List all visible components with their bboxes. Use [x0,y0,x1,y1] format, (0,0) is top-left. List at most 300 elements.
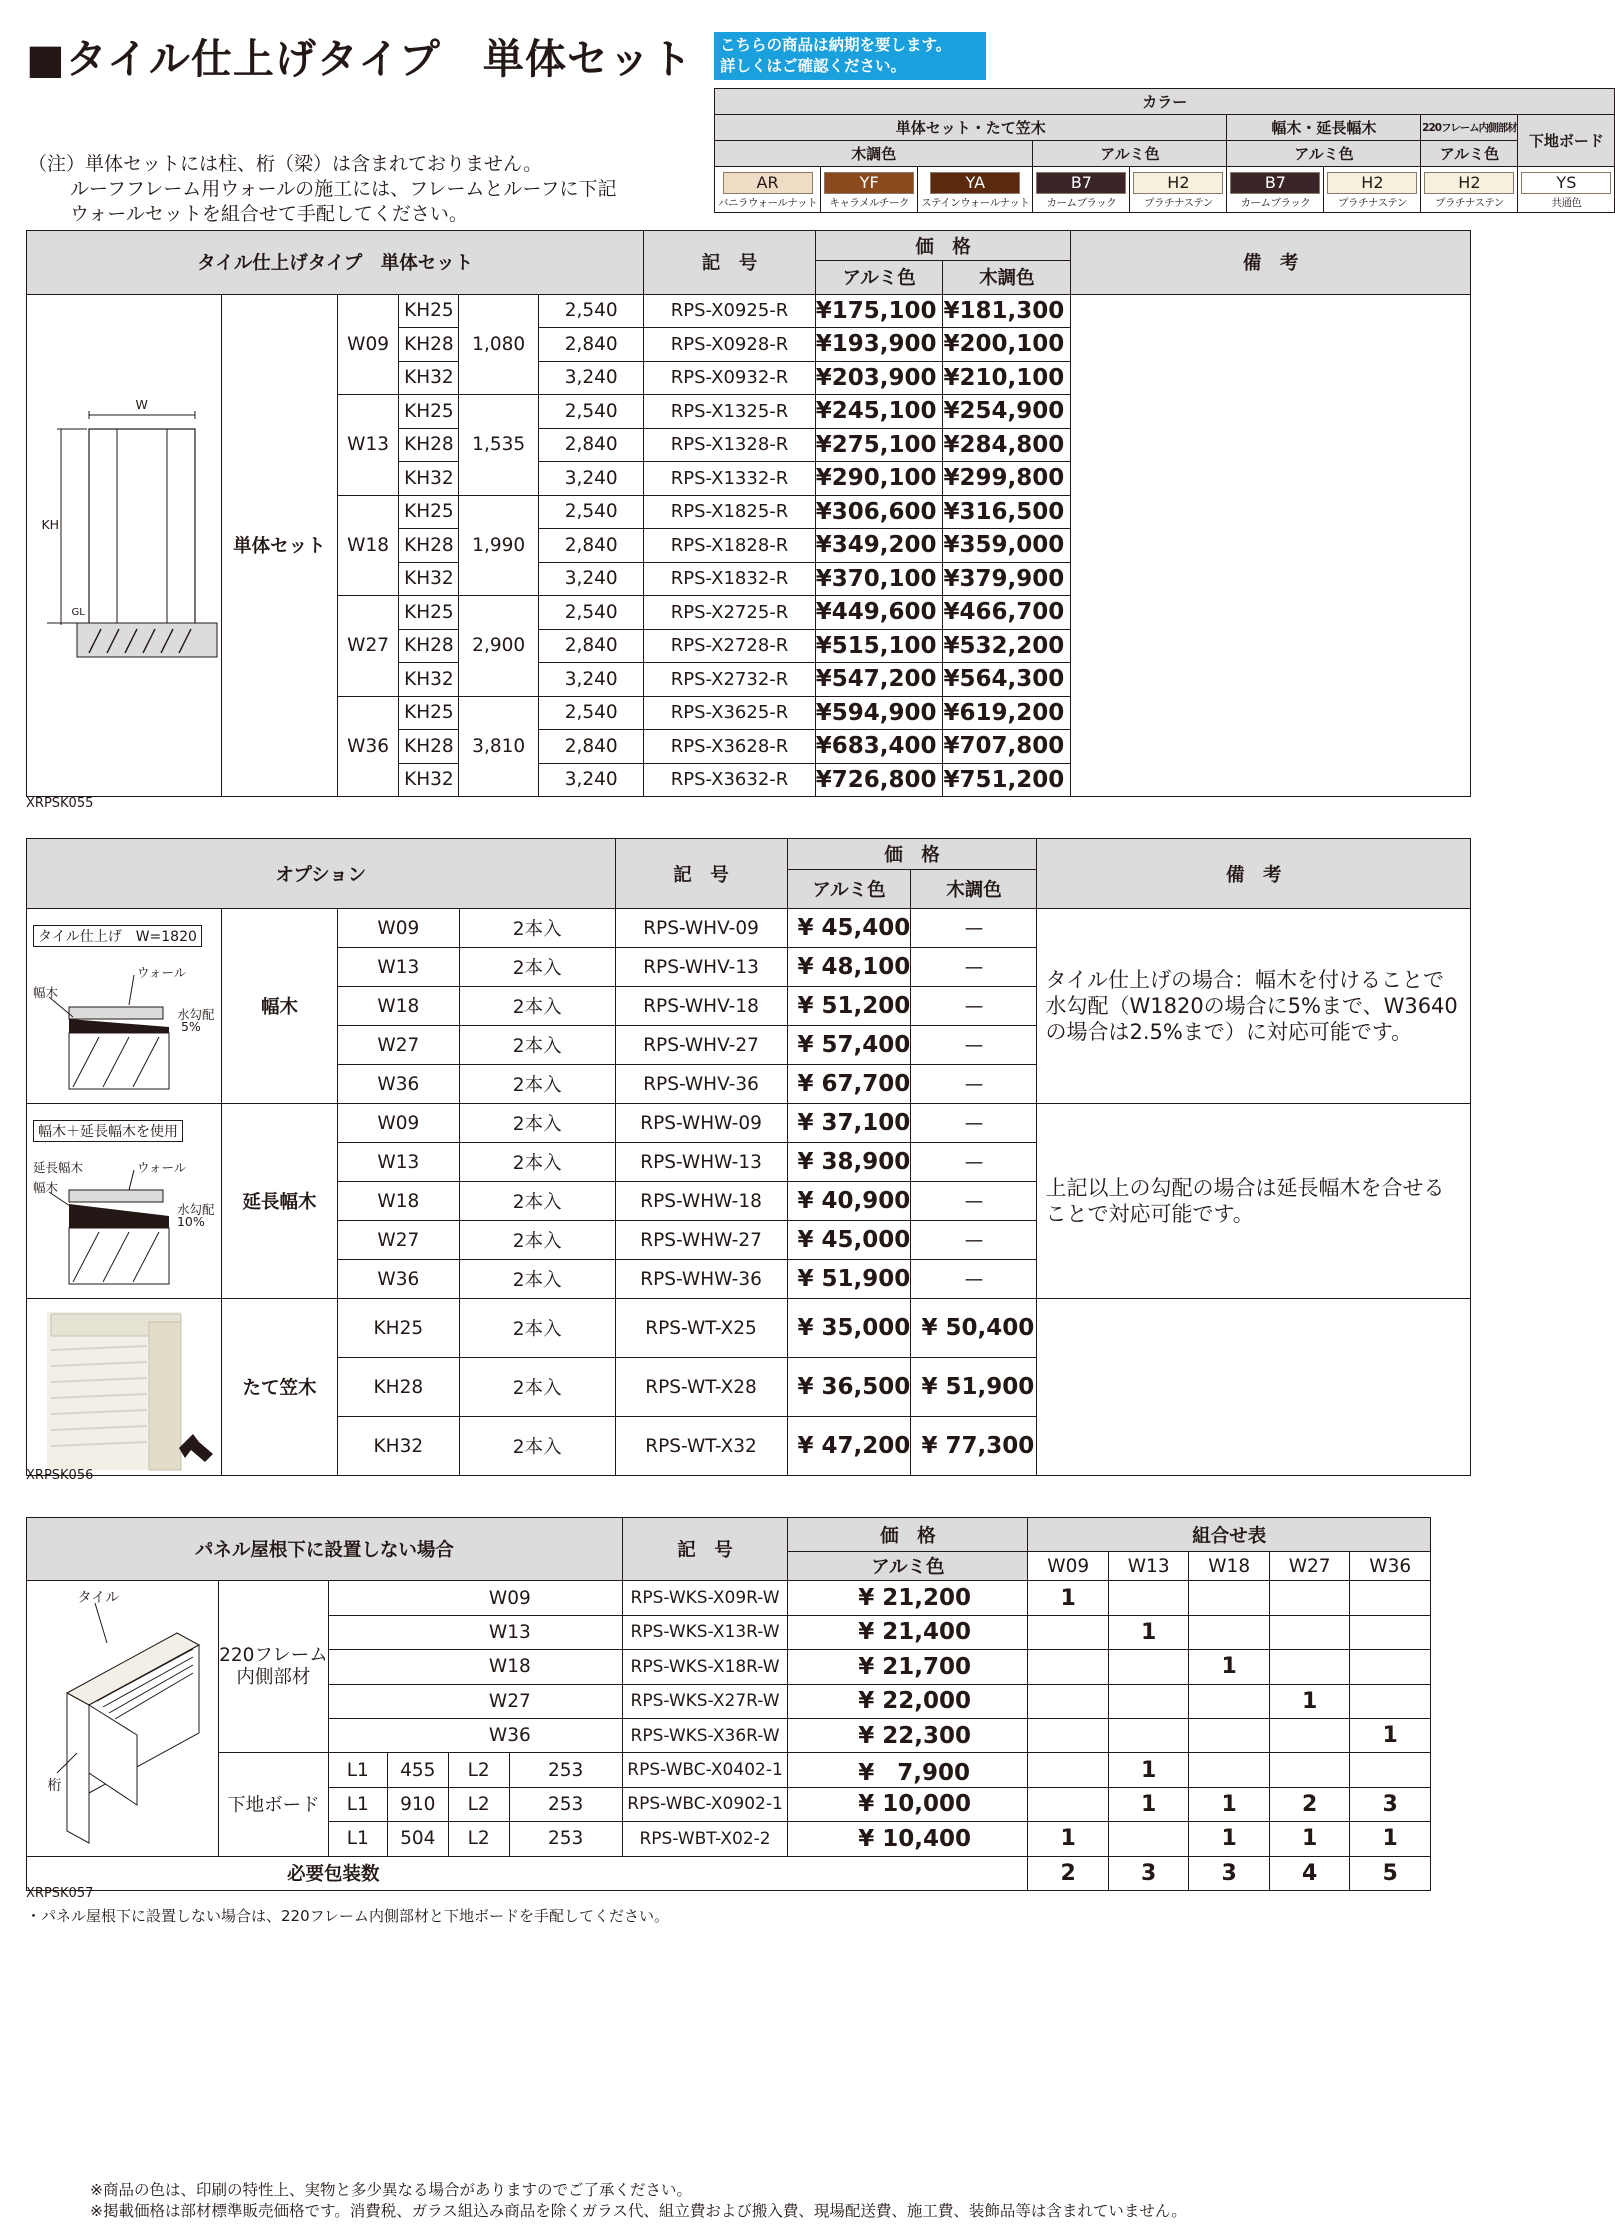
combo-count [1350,1581,1431,1615]
notice-line: こちらの商品は納期を要します。 [720,36,952,54]
swatch-cell [821,167,918,213]
combo-count: 1 [1189,1650,1269,1684]
product-code: RPS-WKS-X13R-W [622,1615,787,1649]
lead-time-notice [714,32,986,80]
price-wood: ¥316,500 [943,495,1071,529]
price-wood: — [911,987,1037,1026]
product-code: RPS-WKS-X36R-W [622,1718,787,1752]
t3-name-header: パネル屋根下に設置しない場合 [27,1518,623,1581]
color-swatch: B7 [1036,172,1126,194]
option-name: 幅木 [221,909,337,1104]
price-alumi: ¥ 67,700 [787,1065,911,1104]
height-code: KH32 [399,361,459,395]
price-wood: ¥284,800 [943,428,1071,462]
option-size: W36 [337,1260,459,1299]
t1-remark-header: 備 考 [1071,231,1471,295]
option-size: KH25 [337,1299,459,1358]
option-size: KH32 [337,1417,459,1476]
price-alumi: ¥547,200 [815,663,943,697]
height-code: KH32 [399,562,459,596]
price-alumi: ¥449,600 [815,596,943,630]
product-code: RPS-WT-X32 [615,1417,787,1476]
color-sub-alumi: アルミ色 [1421,141,1518,167]
price-alumi: ¥ 35,000 [787,1299,911,1358]
product-code: RPS-X2725-R [644,596,815,630]
combo-count [1189,1615,1269,1649]
height-mm: 3,240 [539,462,644,496]
price-wood: — [911,1260,1037,1299]
combo-count: 1 [1189,1787,1269,1821]
width-code: W27 [337,596,399,697]
price-wood: — [911,1143,1037,1182]
option-qty: 2本入 [459,1065,615,1104]
width-mm: 3,810 [459,696,539,797]
swatch-cell [1033,167,1130,213]
color-group-habaki: 幅木・延長幅木 [1227,115,1421,141]
height-code: KH28 [399,730,459,764]
option-qty: 2本入 [459,1221,615,1260]
t1-wood-header: 木調色 [943,261,1071,295]
option-qty: 2本入 [459,1104,615,1143]
product-code: RPS-WHW-36 [615,1260,787,1299]
swatch-label: プラチナステン [1434,196,1504,209]
board-dim-l1v: 910 [387,1787,448,1821]
frame-label [218,1581,328,1753]
set-price-table [26,230,1471,797]
option-size: W09 [337,909,459,948]
product-code: RPS-X1832-R [644,562,815,596]
option-remark [1037,1299,1471,1476]
height-mm: 2,840 [539,730,644,764]
combo-count [1108,1650,1188,1684]
fig-label-ext: 延長幅木 [32,1160,83,1175]
color-group-frame: 220フレーム内側部材 [1421,115,1518,141]
product-code: RPS-WHW-09 [615,1104,787,1143]
color-swatch: H2 [1327,172,1417,194]
notice-line: 詳しくはご確認ください。 [720,57,907,75]
height-mm: 2,540 [539,596,644,630]
option-diagram [27,909,222,1104]
price-alumi: ¥ 10,400 [788,1822,1028,1856]
price-alumi: ¥ 22,300 [788,1718,1028,1752]
height-mm: 2,840 [539,529,644,563]
width-mm: 1,080 [459,294,539,395]
fig-label-kh: KH [41,517,60,533]
combo-count [1028,1753,1108,1787]
fig-label-slope: 水勾配 [176,1202,215,1217]
price-wood: ¥707,800 [943,730,1071,764]
frame-figure-wrap [27,1583,217,1853]
t3-alumi-header: アルミ色 [788,1552,1028,1581]
product-code: RPS-WHV-36 [615,1065,787,1104]
frame-diagram [27,1581,219,1856]
combo-count [1350,1753,1431,1787]
ref-code: XRPSK055 [26,796,94,811]
price-wood: — [911,1026,1037,1065]
option-size: W18 [337,987,459,1026]
fig-label-gl: GL [71,607,85,619]
price-alumi: ¥ 40,900 [787,1182,911,1221]
board-dim-l1: L1 [328,1753,387,1787]
price-alumi: ¥370,100 [815,562,943,596]
combo-count [1350,1684,1431,1718]
footer-notes [90,2180,1187,2222]
price-wood: ¥210,100 [943,361,1071,395]
ext-habaki-diagram [29,1112,219,1290]
price-wood: ¥466,700 [943,596,1071,630]
fig-label-wall: ウォール [136,1160,187,1175]
option-size: W36 [337,1065,459,1104]
option-qty: 2本入 [459,1358,615,1417]
t2-remark-header: 備 考 [1037,839,1471,909]
color-swatch: H2 [1424,172,1514,194]
t3-combo-header: 組合せ表 [1028,1518,1431,1552]
combo-col-header: W18 [1189,1552,1269,1581]
color-swatch: H2 [1133,172,1223,194]
board-dim-l1: L1 [328,1787,387,1821]
price-wood: ¥619,200 [943,696,1071,730]
product-code: RPS-X3625-R [644,696,815,730]
color-header: カラー [715,89,1615,115]
width-mm: 2,900 [459,596,539,697]
board-dim-l2v: 253 [509,1753,622,1787]
price-wood: ¥181,300 [943,294,1071,328]
combo-count [1108,1718,1188,1752]
t2-price-header: 価 格 [787,839,1037,870]
product-code: RPS-WBC-X0402-1 [622,1753,787,1787]
total-count: 4 [1269,1856,1349,1890]
product-code: RPS-X2728-R [644,629,815,663]
width-code: W18 [337,495,399,596]
swatch-cell [1227,167,1324,213]
swatch-label: 共通色 [1551,196,1582,209]
note-line: （注）単体セットには柱、桁（梁）は含まれておりません。 [28,153,543,175]
frame-size: W18 [328,1650,622,1684]
price-wood: ¥751,200 [943,763,1071,797]
t2-wood-header: 木調色 [911,870,1037,909]
height-code: KH28 [399,529,459,563]
option-qty: 2本入 [459,1299,615,1358]
option-size: W27 [337,1026,459,1065]
product-code: RPS-WKS-X27R-W [622,1684,787,1718]
frame-board-table [26,1517,1431,1891]
width-mm: 1,535 [459,395,539,496]
combo-count [1108,1822,1188,1856]
height-mm: 2,540 [539,395,644,429]
option-price-table [26,838,1471,1476]
option-remark: 上記以上の勾配の場合は延長幅木を合せることで対応可能です。 [1037,1104,1471,1299]
combo-count [1269,1615,1349,1649]
combo-count: 3 [1350,1787,1431,1821]
product-code: RPS-X0928-R [644,328,815,362]
table-row [27,1753,1431,1787]
height-mm: 3,240 [539,763,644,797]
fig-label-habaki: 幅木 [32,1180,58,1195]
board-dim-l1: L1 [328,1822,387,1856]
combo-count [1108,1581,1188,1615]
price-wood: ¥564,300 [943,663,1071,697]
t1-price-header: 価 格 [815,231,1071,261]
height-code: KH25 [399,395,459,429]
option-qty: 2本入 [459,909,615,948]
combo-col-header: W27 [1269,1552,1349,1581]
combo-count [1350,1615,1431,1649]
product-code: RPS-X0932-R [644,361,815,395]
frame-size: W27 [328,1684,622,1718]
board-dim-l1v: 455 [387,1753,448,1787]
table-row [27,1581,1431,1615]
price-alumi: ¥515,100 [815,629,943,663]
product-code: RPS-WBC-X0902-1 [622,1787,787,1821]
swatch-label: カームブラック [1240,196,1311,209]
option-size: KH28 [337,1358,459,1417]
height-code: KH28 [399,428,459,462]
table-row [27,1104,1471,1143]
option-diagram [27,1299,222,1476]
option-remark: タイル仕上げの場合：幅木を付けることで水勾配（W1820の場合に5%まで、W3640の場合は2.5%まで）に対応可能です。 [1037,909,1471,1104]
t2-code-header: 記 号 [615,839,787,909]
price-alumi: ¥ 7,900 [788,1753,1028,1787]
combo-count: 2 [1269,1787,1349,1821]
t2-alumi-header: アルミ色 [787,870,911,909]
option-qty: 2本入 [459,1026,615,1065]
color-swatch: YA [930,172,1020,194]
swatch-label: カームブラック [1046,196,1117,209]
combo-count [1189,1753,1269,1787]
note-line: ウォールセットを組合せて手配してください。 [70,203,468,225]
swatch-label: プラチナステン [1337,196,1407,209]
price-alumi: ¥ 57,400 [787,1026,911,1065]
t1-code-header: 記 号 [644,231,815,295]
height-code: KH25 [399,294,459,328]
combo-count [1028,1787,1108,1821]
frame-label-line: 内側部材 [236,1666,311,1688]
board-dim-l2v: 253 [509,1822,622,1856]
product-code: RPS-WT-X25 [615,1299,787,1358]
price-alumi: ¥ 38,900 [787,1143,911,1182]
t1-name-header: タイル仕上げタイプ 単体セット [27,231,644,295]
option-qty: 2本入 [459,948,615,987]
price-alumi: ¥ 45,400 [787,909,911,948]
swatch-cell [1518,167,1615,213]
combo-count [1189,1718,1269,1752]
product-code: RPS-WKS-X18R-W [622,1650,787,1684]
combo-count [1028,1718,1108,1752]
price-wood: ¥200,100 [943,328,1071,362]
price-wood: ¥532,200 [943,629,1071,663]
swatch-cell [1421,167,1518,213]
color-swatch: B7 [1230,172,1320,194]
board-dim-l1v: 504 [387,1822,448,1856]
frame-size: W09 [328,1581,622,1615]
price-alumi: ¥203,900 [815,361,943,395]
kasagi-photo [29,1302,219,1472]
width-mm: 1,990 [459,495,539,596]
price-wood: ¥ 50,400 [911,1299,1037,1358]
price-wood: — [911,948,1037,987]
color-table [714,88,1615,213]
product-code: RPS-WHV-18 [615,987,787,1026]
width-code: W13 [337,395,399,496]
product-code: RPS-X3632-R [644,763,815,797]
price-alumi: ¥245,100 [815,395,943,429]
color-group-set: 単体セット・たて笠木 [715,115,1227,141]
color-swatch: YS [1521,172,1611,194]
product-code: RPS-WHW-18 [615,1182,787,1221]
board-dim-l2: L2 [448,1753,509,1787]
product-code: RPS-WHV-27 [615,1026,787,1065]
height-mm: 2,540 [539,696,644,730]
price-alumi: ¥ 21,700 [788,1650,1028,1684]
color-swatch: AR [723,172,813,194]
product-code: RPS-WHV-13 [615,948,787,987]
frame-figure [27,1583,217,1853]
height-mm: 2,840 [539,629,644,663]
price-wood: ¥359,000 [943,529,1071,563]
combo-count: 1 [1108,1753,1188,1787]
t3-note: ・パネル屋根下に設置しない場合は、220フレーム内側部材と下地ボードを手配してください。 [26,1907,670,1925]
price-alumi: ¥175,100 [815,294,943,328]
width-code: W36 [337,696,399,797]
t2-name-header: オプション [27,839,616,909]
price-alumi: ¥ 22,000 [788,1684,1028,1718]
fig-label-w: W [135,397,148,413]
product-code: RPS-X1332-R [644,462,815,496]
price-wood: — [911,1104,1037,1143]
price-alumi: ¥193,900 [815,328,943,362]
combo-count [1350,1650,1431,1684]
combo-count: 1 [1028,1581,1108,1615]
option-size: W27 [337,1221,459,1260]
combo-count: 1 [1028,1822,1108,1856]
height-code: KH28 [399,629,459,663]
combo-count: 1 [1269,1822,1349,1856]
height-code: KH25 [399,495,459,529]
total-count: 2 [1028,1856,1108,1890]
fig-label-wall: ウォール [136,965,187,980]
frame-size: W36 [328,1718,622,1752]
price-alumi: ¥ 51,900 [787,1260,911,1299]
price-wood: ¥379,900 [943,562,1071,596]
height-code: KH32 [399,763,459,797]
combo-count [1028,1684,1108,1718]
combo-count [1028,1615,1108,1649]
option-name: たて笠木 [221,1299,337,1476]
option-size: W18 [337,1182,459,1221]
combo-count [1269,1581,1349,1615]
price-alumi: ¥290,100 [815,462,943,496]
price-alumi: ¥ 10,000 [788,1787,1028,1821]
fig-box-label: 幅木＋延長幅木を使用 [33,1120,183,1142]
product-code: RPS-X1828-R [644,529,815,563]
note-line: ルーフフレーム用ウォールの施工には、フレームとルーフに下記 [70,178,617,200]
product-code: RPS-WKS-X09R-W [622,1581,787,1615]
board-dim-l2: L2 [448,1787,509,1821]
kasagi-figure [29,1302,219,1472]
t3-code-header: 記 号 [622,1518,787,1581]
option-qty: 2本入 [459,1143,615,1182]
price-alumi: ¥ 21,400 [788,1615,1028,1649]
footer-line: ※掲載価格は部材標準販売価格です。消費税、ガラス組込み商品を除くガラス代、組立費および搬入費、現場配送費、施工費、装飾品等は含まれていません。 [90,2202,1187,2220]
swatch-cell [1130,167,1227,213]
swatch-label: バニラウォールナット [718,196,818,209]
t1-alumi-header: アルミ色 [815,261,943,295]
habaki-diagram [29,917,219,1095]
swatch-row [715,167,1615,213]
t3-price-header: 価 格 [788,1518,1028,1552]
product-code: RPS-X1325-R [644,395,815,429]
height-mm: 2,540 [539,495,644,529]
product-code: RPS-WBT-X02-2 [622,1822,787,1856]
price-alumi: ¥ 45,000 [787,1221,911,1260]
table-row [27,909,1471,948]
swatch-cell [1324,167,1421,213]
totals-row [27,1856,1431,1890]
combo-count [1108,1684,1188,1718]
price-alumi: ¥683,400 [815,730,943,764]
price-wood: — [911,1182,1037,1221]
product-code: RPS-X3628-R [644,730,815,764]
height-mm: 2,840 [539,428,644,462]
color-sub-alumi: アルミ色 [1033,141,1227,167]
option-diagram [27,1104,222,1299]
frame-label-line: 220フレーム [219,1644,328,1666]
product-code: RPS-X1825-R [644,495,815,529]
swatch-label: キャラメルチーク [829,196,910,209]
set-elevation-figure [27,395,220,695]
habaki-figure [29,917,219,1095]
color-sub-wood: 木調色 [715,141,1033,167]
combo-count [1189,1581,1269,1615]
option-size: W09 [337,1104,459,1143]
price-alumi: ¥726,800 [815,763,943,797]
combo-count: 1 [1108,1787,1188,1821]
swatch-cell [715,167,821,213]
height-code: KH25 [399,696,459,730]
combo-count: 1 [1350,1822,1431,1856]
board-dim-l2v: 253 [509,1787,622,1821]
height-code: KH32 [399,462,459,496]
set-label: 単体セット [221,294,337,797]
ref-code: XRPSK057 [26,1886,94,1901]
price-alumi: ¥ 21,200 [788,1581,1028,1615]
height-mm: 2,540 [539,294,644,328]
fig-label-keta: 桁 [47,1778,62,1795]
total-label: 必要包装数 [27,1856,1028,1890]
frame-size: W13 [328,1615,622,1649]
fig-label-pct: 10% [176,1214,205,1229]
height-mm: 2,840 [539,328,644,362]
price-alumi: ¥ 47,200 [787,1417,911,1476]
total-count: 3 [1189,1856,1269,1890]
fig-box-label: タイル仕上げ W=1820 [33,925,202,947]
combo-count [1028,1650,1108,1684]
price-wood: ¥299,800 [943,462,1071,496]
swatch-cell [918,167,1033,213]
price-alumi: ¥ 48,100 [787,948,911,987]
combo-col-header: W36 [1350,1552,1431,1581]
price-wood: ¥ 51,900 [911,1358,1037,1417]
remark-cell [1071,294,1471,797]
price-alumi: ¥594,900 [815,696,943,730]
product-code: RPS-WT-X28 [615,1358,787,1417]
board-label: 下地ボード [218,1753,328,1856]
product-code: RPS-WHW-27 [615,1221,787,1260]
price-wood: — [911,1221,1037,1260]
price-wood: — [911,909,1037,948]
price-alumi: ¥ 51,200 [787,987,911,1026]
option-qty: 2本入 [459,1182,615,1221]
